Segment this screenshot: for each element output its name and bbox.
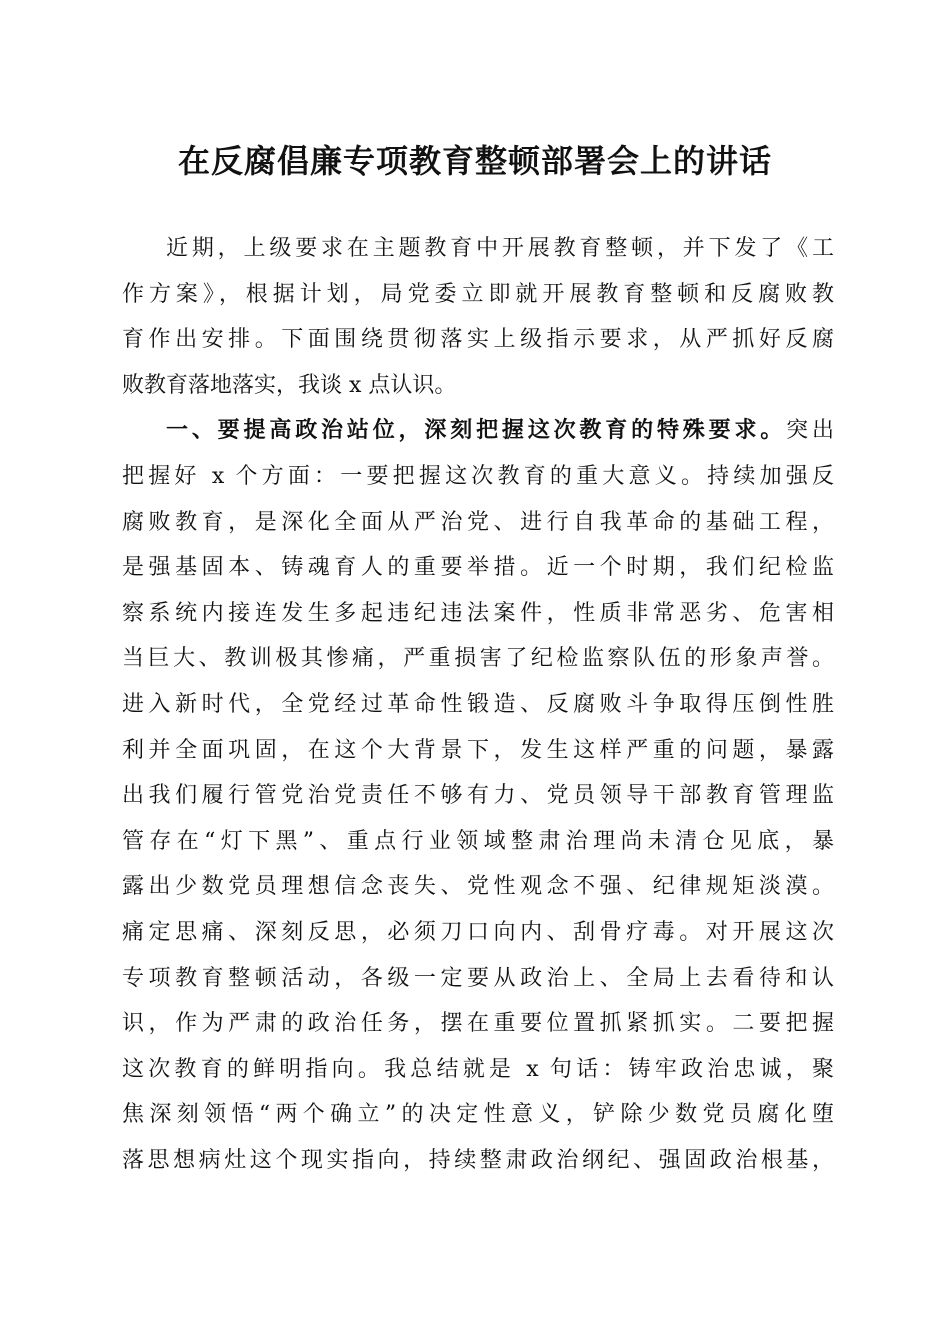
paragraph-line: 腐败教育，是深化全面从严治党、进行自我革命的基础工程， (122, 509, 834, 535)
paragraph-line: 作方案》，根据计划，局党委立即就开展教育整顿和反腐败教 (122, 281, 834, 307)
paragraph-line: 进入新时代，全党经过革命性锻造、反腐败斗争取得压倒性胜 (122, 691, 834, 717)
section-heading-line (122, 408, 834, 454)
document-body (122, 226, 834, 1183)
paragraph-line: 痛定思痛、深刻反思，必须刀口向内、刮骨疗毒。对开展这次 (122, 919, 834, 945)
paragraph-line: 利并全面巩固，在这个大背景下，发生这样严重的问题，暴露 (122, 737, 834, 763)
paragraph-line: 出我们履行管党治党责任不够有力、党员领导干部教育管理监 (122, 783, 834, 809)
paragraph-line: 这次教育的鲜明指向。我总结就是 x 句话：铸牢政治忠诚，聚 (122, 1056, 834, 1082)
paragraph-line: 当巨大、教训极其惨痛，严重损害了纪检监察队伍的形象声誉。 (122, 646, 834, 672)
paragraph-line: 育作出安排。下面围绕贯彻落实上级指示要求，从严抓好反腐 (122, 327, 834, 353)
paragraph-line: 是强基固本、铸魂育人的重要举措。近一个时期，我们纪检监 (122, 555, 834, 581)
paragraph-line: 败教育落地落实，我谈 x 点认识。 (122, 372, 457, 398)
document-title: 在反腐倡廉专项教育整顿部署会上的讲话 (177, 142, 772, 180)
paragraph-line: 专项教育整顿活动，各级一定要从政治上、全局上去看待和认 (122, 965, 834, 991)
paragraph-line: 识，作为严肃的政治任务，摆在重要位置抓紧抓实。二要把握 (122, 1011, 834, 1037)
paragraph-line: 落思想病灶这个现实指向，持续整肃政治纲纪、强固政治根基， (122, 1147, 834, 1173)
paragraph-line: 露出少数党员理想信念丧失、党性观念不强、纪律规矩淡漠。 (122, 874, 834, 900)
paragraph-line: 把握好 x 个方面：一要把握这次教育的重大意义。持续加强反 (122, 463, 834, 489)
paragraph-line: 近期，上级要求在主题教育中开展教育整顿，并下发了《工 (166, 236, 834, 261)
paragraph-text: 突出 (786, 418, 834, 444)
paragraph-line: 管存在“灯下黑”、重点行业领域整肃治理尚未清仓见底，暴 (122, 828, 834, 854)
paragraph-line: 察系统内接连发生多起违纪违法案件，性质非常恶劣、危害相 (122, 600, 834, 626)
section-heading: 一、要提高政治站位，深刻把握这次教育的特殊要求。 (166, 418, 787, 444)
paragraph-line: 焦深刻领悟“两个确立”的决定性意义，铲除少数党员腐化堕 (122, 1102, 834, 1128)
